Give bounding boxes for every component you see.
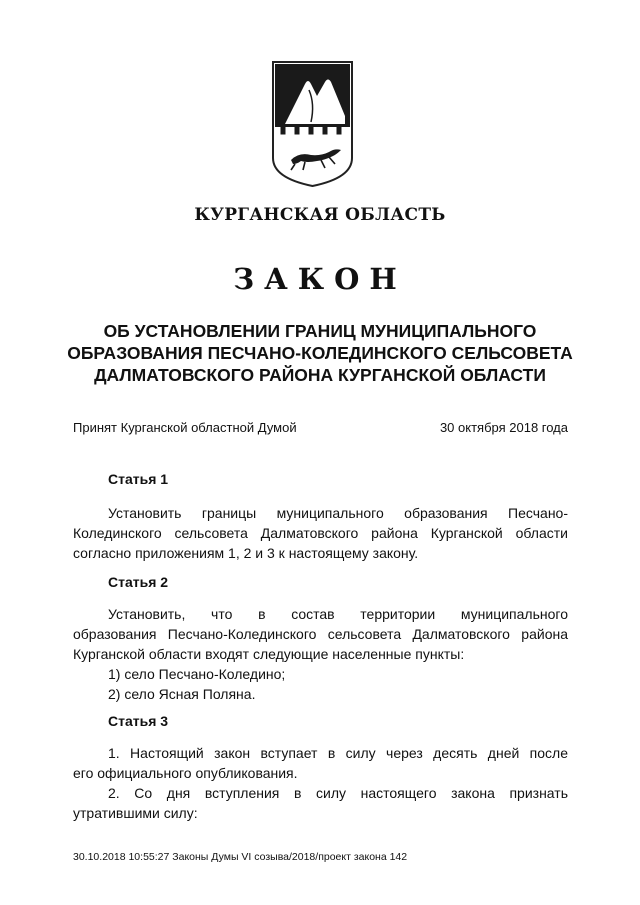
- list-item: 2) село Ясная Поляна.: [108, 686, 256, 702]
- footer-stamp: 30.10.2018 10:55:27 Законы Думы VI созыва/2018/проект закона 142: [73, 851, 408, 863]
- article-1-text: [73, 503, 568, 563]
- text-line: образования Песчано-Колединского сельсовета Далматовского района: [73, 626, 568, 642]
- text-line: Установить, что в состав территории муниципального: [108, 606, 568, 622]
- text-line: 2. Со дня вступления в силу настоящего закона признать: [108, 785, 568, 801]
- document-type: ЗАКОН: [233, 262, 407, 296]
- law-title: [40, 320, 600, 386]
- text-line: утратившими силу:: [73, 805, 198, 821]
- article-3-heading: Статья 3: [108, 713, 169, 729]
- text-line: Установить границы муниципального образования Песчано-: [108, 505, 568, 521]
- accepted-date: 30 октября 2018 года: [439, 420, 568, 435]
- article-3-text: [73, 743, 568, 823]
- article-2-heading: Статья 2: [108, 574, 169, 590]
- law-title-line: ОБ УСТАНОВЛЕНИИ ГРАНИЦ МУНИЦИПАЛЬНОГО: [103, 321, 537, 341]
- list-item: 1) село Песчано-Коледино;: [108, 666, 286, 682]
- text-line: Курганской области входят следующие населенные пункты:: [73, 646, 465, 662]
- article-1-heading: Статья 1: [108, 471, 169, 487]
- coat-of-arms-icon: [271, 60, 354, 188]
- text-line: 1. Настоящий закон вступает в силу через десять дней после: [108, 745, 568, 761]
- acceptance-info: [73, 420, 568, 435]
- accepted-by: Принят Курганской областной Думой: [73, 420, 297, 435]
- text-line: Колединского сельсовета Далматовского района Курганской области: [73, 525, 568, 541]
- text-line: его официального опубликования.: [73, 765, 298, 781]
- region-name: КУРГАНСКАЯ ОБЛАСТЬ: [194, 205, 446, 225]
- law-title-line: ОБРАЗОВАНИЯ ПЕСЧАНО-КОЛЕДИНСКОГО СЕЛЬСОВЕТА: [67, 343, 573, 363]
- law-title-line: ДАЛМАТОВСКОГО РАЙОНА КУРГАНСКОЙ ОБЛАСТИ: [94, 365, 546, 385]
- text-line: согласно приложениям 1, 2 и 3 к настоящему закону.: [73, 545, 419, 561]
- article-2-text: [73, 604, 568, 704]
